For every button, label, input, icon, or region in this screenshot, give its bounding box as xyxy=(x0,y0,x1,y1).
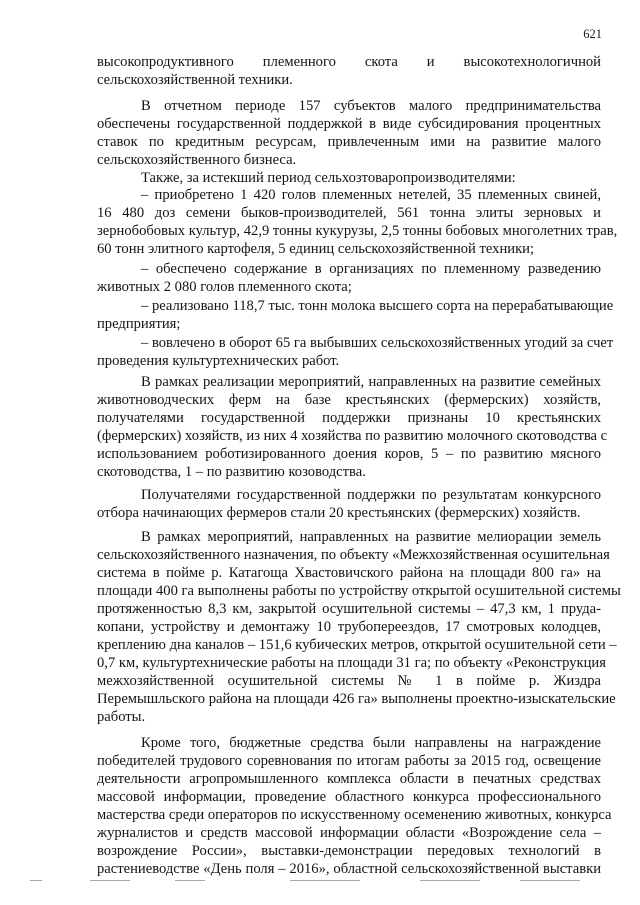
text-line: – обеспечено содержание в организациях по племенному разведению xyxy=(141,261,601,277)
text-line: 0,7 км, культуртехнические работы на площади 31 га; по объекту «Реконструкция xyxy=(97,655,606,671)
text-line: 60 тонн элитного картофеля, 5 единиц сельскохозяйственной техники; xyxy=(97,241,535,257)
scan-artifact xyxy=(175,880,205,881)
text-line: межхозяйственной осушительной системы № 1 в пойме р. Жиздра xyxy=(97,673,601,689)
text-line: использованием роботизированного доения коров, 5 – по развитию мясного xyxy=(97,446,601,462)
text-line: победителей трудового соревнования по итогам работы за 2015 год, освещение xyxy=(97,753,601,769)
text-line: – приобретено 1 420 голов племенных нетелей, 35 племенных свиней, xyxy=(141,187,601,203)
text-line: копани, устройству и демонтажу 10 трубопереездов, 17 смотровых колодцев, xyxy=(97,619,601,635)
scan-artifact xyxy=(420,880,480,881)
text-line: протяженностью 8,3 км, закрытой осушительной системы – 47,3 км, 1 пруда- xyxy=(97,601,601,617)
text-line: мастерства среди операторов по искусственному осеменению животных, конкурса xyxy=(97,807,612,823)
text-line: В рамках реализации мероприятий, направленных на развитие семейных xyxy=(141,374,601,390)
text-line: сельскохозяйственной техники. xyxy=(97,72,293,88)
text-line: получателями государственной поддержки признаны 10 крестьянских xyxy=(97,410,601,426)
text-line: зернобобовых культур, 42,9 тонны кукурузы, 2,5 тонны бобовых многолетних трав, xyxy=(97,223,618,239)
text-line: Также, за истекший период сельхозтоваропроизводителями: xyxy=(141,170,516,186)
text-line: Кроме того, бюджетные средства были направлены на награждение xyxy=(141,735,601,751)
text-line: Получателями государственной поддержки по результатам конкурсного xyxy=(141,487,601,503)
text-line: сельскохозяйственного назначения, по объекту «Межхозяйственная осушительная xyxy=(97,547,610,563)
text-line: 16 480 доз семени быков-производителей, 561 тонна элиты зерновых и xyxy=(97,205,601,221)
text-line: Перемышльского района на площади 426 га» выполнены проектно-изыскательские xyxy=(97,691,616,707)
text-line: (фермерских) хозяйств, из них 4 хозяйства по развитию молочного скотоводства с xyxy=(97,428,608,444)
text-line: массовой информации, проведение областного конкурса профессионального xyxy=(97,789,601,805)
text-line: животноводческих ферм на базе крестьянских (фермерских) хозяйств, xyxy=(97,392,601,408)
text-line: журналистов и средств массовой информации области «Возрождение села – xyxy=(97,825,601,841)
page-number: 621 xyxy=(583,27,602,41)
text-line: ставок по кредитным ресурсам, привлеченным ими на развитие малого xyxy=(97,134,601,150)
text-line: – реализовано 118,7 тыс. тонн молока высшего сорта на перерабатывающие xyxy=(141,298,614,314)
text-line: растениеводстве «День поля – 2016», областной сельскохозяйственной выставки xyxy=(97,861,601,877)
scan-artifact xyxy=(90,880,130,881)
scan-artifact xyxy=(30,880,42,881)
text-line: В рамках мероприятий, направленных на развитие мелиорации земель xyxy=(141,529,601,545)
scan-artifact xyxy=(520,880,580,881)
text-line: площади 400 га выполнены работы по устройству открытой осушительной системы xyxy=(97,583,621,599)
text-line: предприятия; xyxy=(97,316,181,332)
text-line: скотоводства, 1 – по развитию козоводства. xyxy=(97,464,366,480)
text-line: животных 2 080 голов племенного скота; xyxy=(97,279,352,295)
text-line: система в пойме р. Катагоща Хвастовичского района на площади 800 га» на xyxy=(97,565,601,581)
text-line: деятельности агропромышленного комплекса области в печатных средствах xyxy=(97,771,601,787)
text-line: сельскохозяйственного бизнеса. xyxy=(97,152,297,168)
text-line: креплению дна каналов – 151,6 кубических метров, открытой осушительной сети – xyxy=(97,637,617,653)
text-line: – вовлечено в оборот 65 га выбывших сельскохозяйственных угодий за счет xyxy=(141,335,614,351)
text-line: В отчетном периоде 157 субъектов малого предпринимательства xyxy=(141,98,601,114)
text-line: возрождение России», выставки-демонстрации передовых технологий в xyxy=(97,843,601,859)
text-line: проведения культуртехнических работ. xyxy=(97,353,340,369)
text-line: работы. xyxy=(97,709,146,725)
text-line: обеспечены государственной поддержкой в виде субсидирования процентных xyxy=(97,116,601,132)
text-line: отбора начинающих фермеров стали 20 крестьянских (фермерских) хозяйств. xyxy=(97,505,581,521)
text-line: высокопродуктивного племенного скота и высокотехнологичной xyxy=(97,54,601,70)
scan-artifact xyxy=(290,880,360,881)
